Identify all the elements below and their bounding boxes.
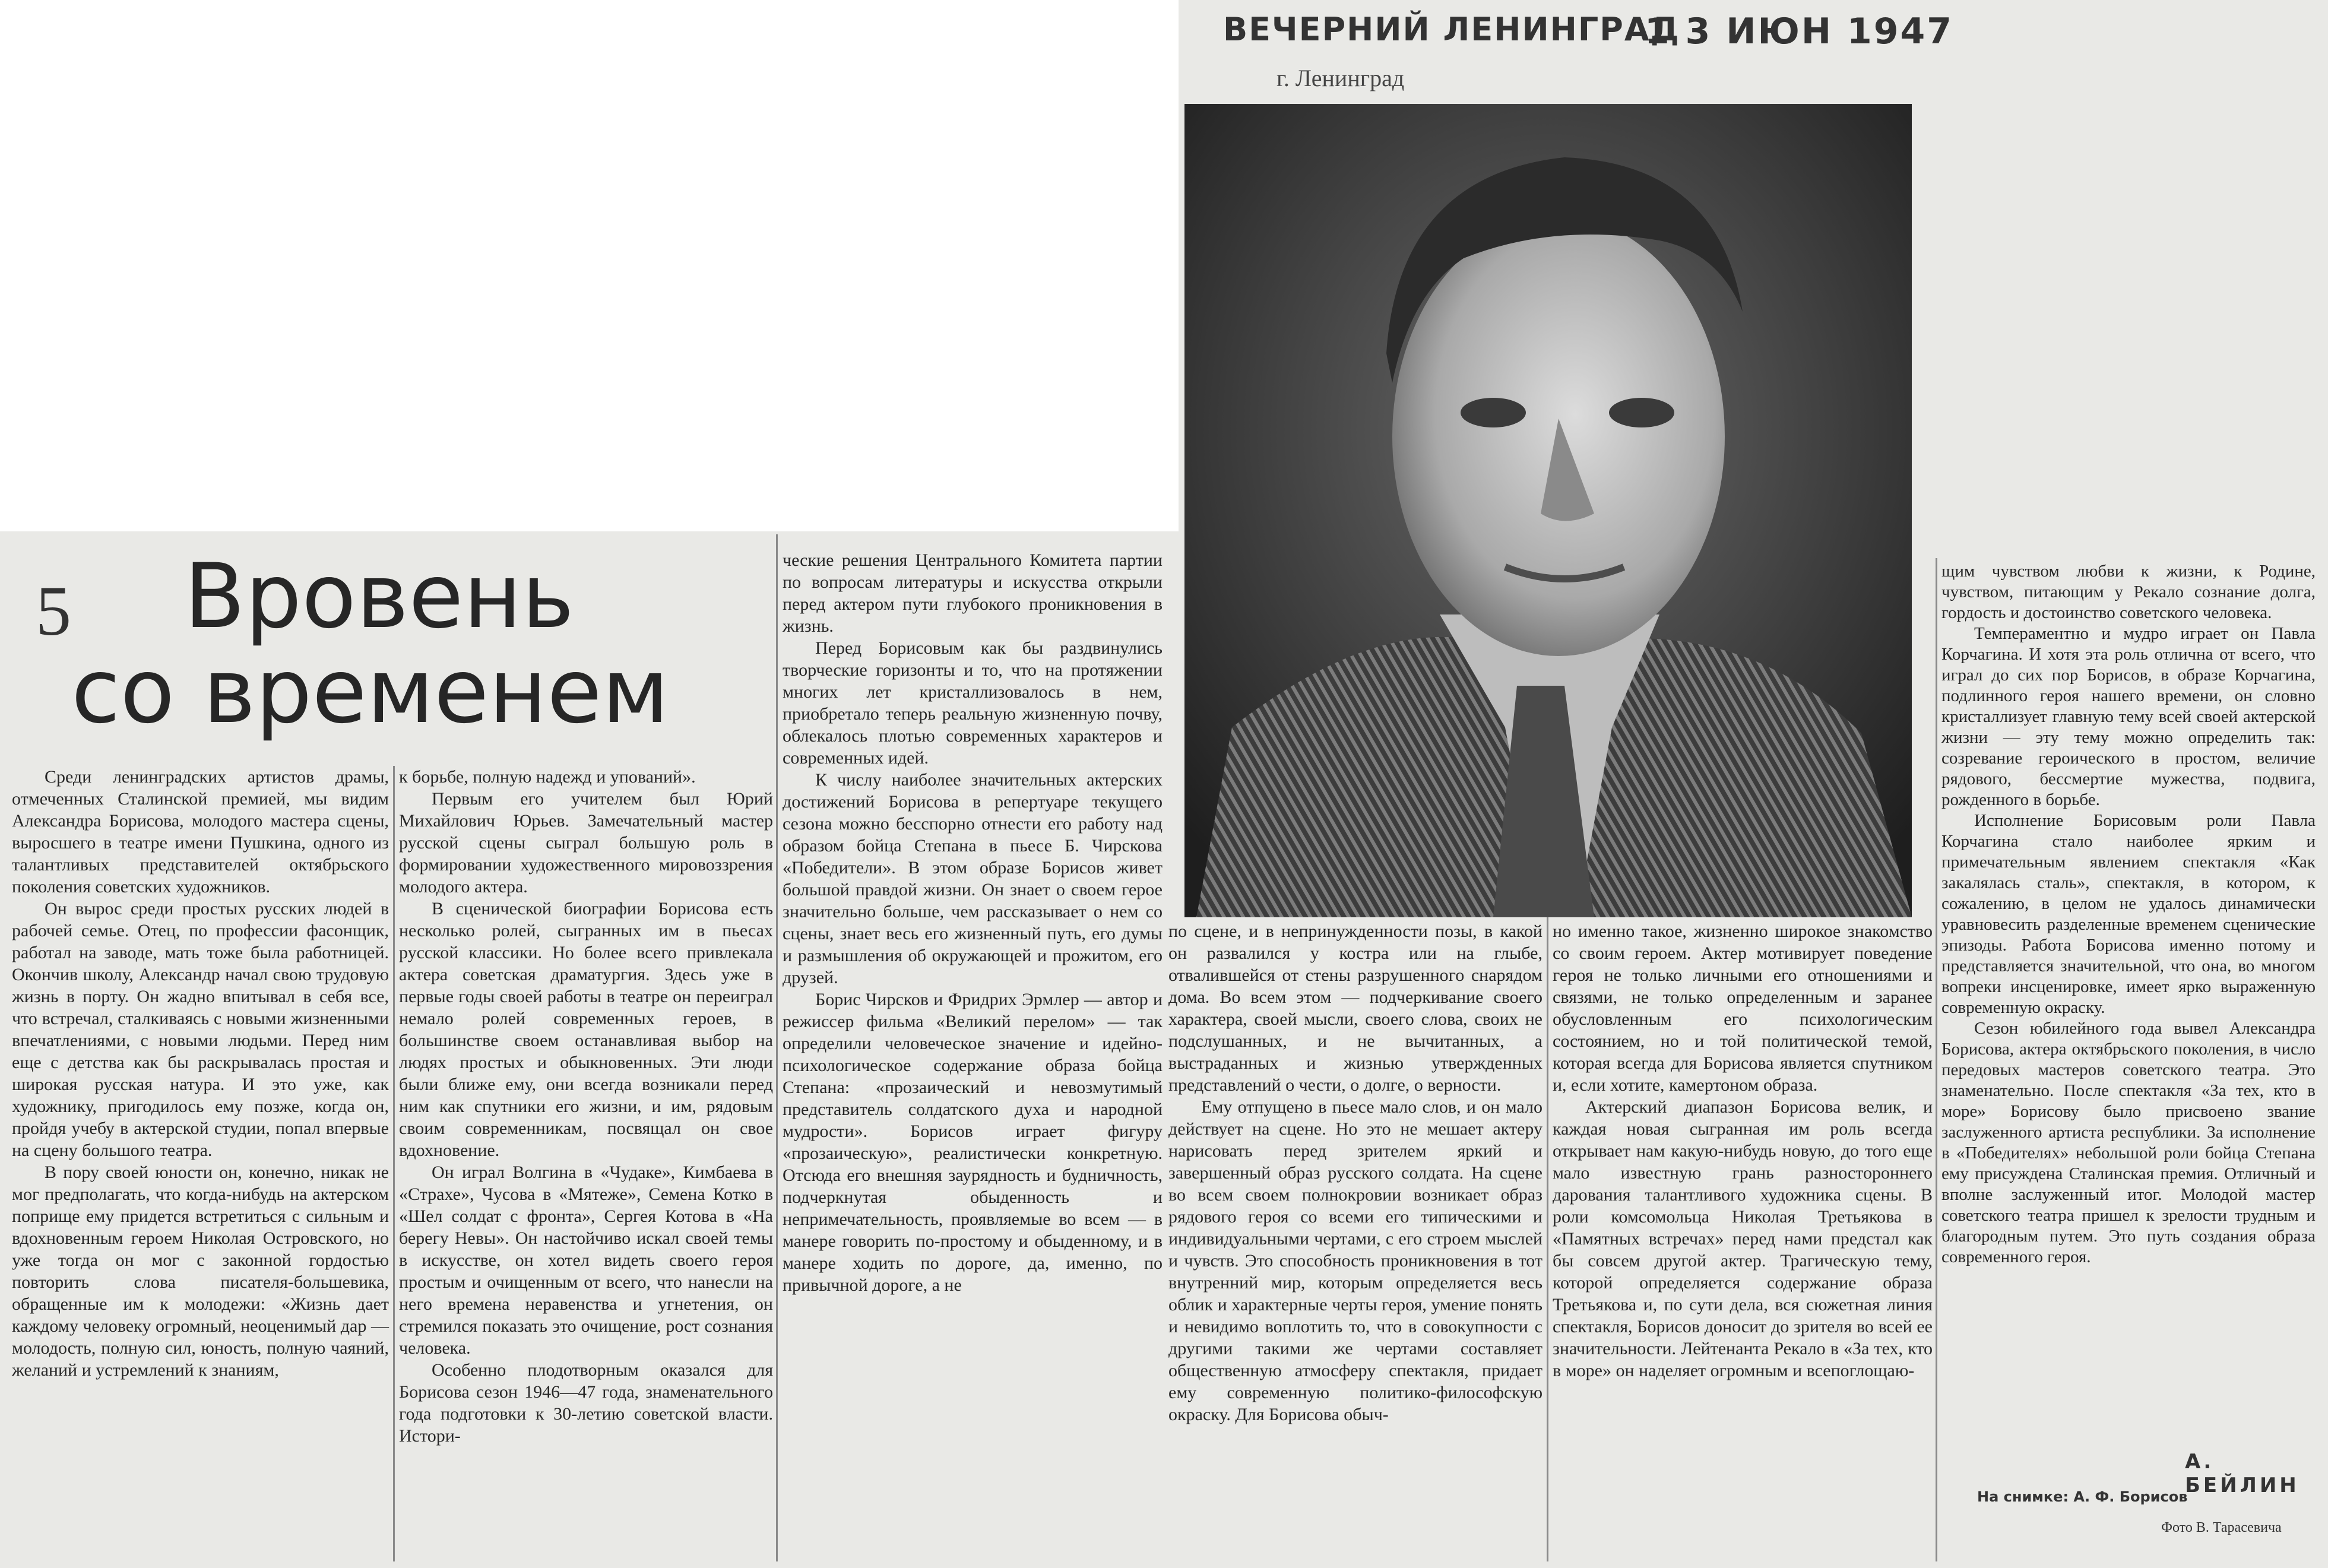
paragraph: К числу наиболее значительных актерских достижений Борисова в репертуаре текущего сезона можно бесспорно отнести его работу над образом бойца Степана в пьесе Б. Чирскова «Победители». В этом образе Борисов живет большой правдой жизни. Он знает о своем герое значительно больше, чем рассказывает о нем со сцены, знает весь его жизненный путь, его думы и размышления об окружающей и прожитом, его друзей. xyxy=(783,770,1163,987)
article-title-line-2: со временем xyxy=(71,640,669,743)
article-column-2 xyxy=(399,766,773,1447)
article-column-1 xyxy=(12,766,389,1381)
paragraph: В пору своей юности он, конечно, никак не мог предполагать, что когда-нибудь на актерском поприще ему придется встретиться с сильным и вдохновенным героем Николая Островского, но уже тогда он мог с законной гордостью повторить слова писателя-большевика, обращенные им к молодежи: «Жизнь дает каждому человеку огромный, неоценимый дар — молодость, полную сил, юность, полную чаяний, желаний и устремлений к знаниям, xyxy=(12,1162,389,1380)
paragraph: к борьбе, полную надежд и упований». xyxy=(399,767,696,787)
paragraph: Ему отпущено в пьесе мало слов, и он мало действует на сцене. Но это не мешает актеру нарисовать перед зрителем яркий и завершенный образ русского солдата. На сцене во всем своем полнокровии возникает образ рядового героя со всеми его типическими и индивидуальными чертами, с его строем мыслей и чувств. Это способность проникновения в тот внутренний мир, которым определяется весь облик и характерные черты героя, умение понять и невидимо воплотить то, что в совокупности с другими такими же чертами составляет общественную атмосферу спектакля, придает ему современную политико-философскую окраску. Для Борисова обыч- xyxy=(1168,1097,1543,1424)
column-divider xyxy=(1547,917,1548,1561)
portrait-illustration xyxy=(1184,104,1912,917)
column-divider xyxy=(776,534,778,1561)
paragraph: Первым его учителем был Юрий Михайлович Юрьев. Замечательный мастер русской сцены сыграл большую роль в формировании художественного мировоззрения молодого актера. xyxy=(399,789,773,897)
paragraph: ческие решения Центрального Комитета партии по вопросам литературы и искусства открыли перед актером пути глубокого проникновения в жизнь. xyxy=(783,550,1163,636)
section-number: 5 xyxy=(36,571,71,650)
column-divider xyxy=(1936,558,1937,1561)
article-title-line-1: Вровень xyxy=(184,545,575,648)
paragraph: В сценической биографии Борисова есть несколько ролей, сыгранных им в пьесах русской классики. Но более всего привлекала актера советская драматургия. Здесь уже в первые годы своей работы в театре он переиграл немало ролей современных героев, в большинстве своем останавливая выбор на людях простых и обыкновенных. Эти люди были ближе ему, они всегда возникали перед ним как спутники его жизни, и им, рядовым своим современникам, посвящал он свое вдохновение. xyxy=(399,899,773,1160)
paragraph: Перед Борисовым как бы раздвинулись творческие горизонты и то, что на протяжении многих лет кристаллизовалось в нем, приобретало теперь реальную жизненную почву, облекалось плотью современных характеров и современных идей. xyxy=(783,638,1163,768)
article-column-5 xyxy=(1553,920,1933,1382)
paragraph: Он вырос среди простых русских людей в рабочей семье. Отец, по профессии фасонщик, работал на заводе, мать тоже была работницей. Окончив школу, Александр начал свою трудовую жизнь в порту. Он жадно впитывал в себя все, что встречал, сталкиваясь с новыми жизненными впечатлениями, с новыми людьми. Перед ним еще с детства как бы раскрывалась простая и широкая русская натура. И это уже, как художнику, пригодилось ему позже, когда он, пройдя учебу в актерской студии, попал впервые на сцену большого театра. xyxy=(12,899,389,1160)
date-stamp: 1 3 ИЮН 1947 xyxy=(1645,11,1954,52)
paragraph: Среди ленинградских артистов драмы, отмеченных Сталинской премией, мы видим Александра Борисова, молодого мастера сцены, выросшего в театре имени Пушкина, одного из талантливых представителей октябрьского поколения советских художников. xyxy=(12,767,389,897)
photo-caption: На снимке: А. Ф. Борисов xyxy=(1977,1488,2188,1505)
author-signature: А. БЕЙЛИН xyxy=(2185,1450,2300,1497)
paragraph: Исполнение Борисовым роли Павла Корчагина стало наиболее ярким и примечательным явлением спектакля «Как закалялась сталь», спектакля, в котором, к сожалению, в целом не удалось динамически уравновесить разделенные временем сценические эпизоды. Работа Борисова именно потому и представляется значительной, что она, во многом вопреки инсценировке, имеет ярко выраженную современную окраску. xyxy=(1941,811,2316,1017)
photo-credit: Фото В. Тарасевича xyxy=(2161,1520,2282,1535)
article-column-3 xyxy=(783,549,1163,1296)
article-column-6 xyxy=(1941,561,2316,1268)
column-divider xyxy=(393,766,395,1561)
paragraph: Особенно плодотворным оказался для Борисова сезон 1946—47 года, знаменательного года подготовки к 30-летию советской власти. Истори- xyxy=(399,1360,773,1446)
paragraph: по сцене, и в непринужденности позы, в какой он развалился у костра или на глыбе, отвалившейся от стены разрушенного снарядом дома. Во всем этом — подчеркивание своего характера, своей мысли, своего слова, своих не подслушанных, и не вычитанных, а выстраданных и жизнью утвержденных представлений о чести, о долге, о верности. xyxy=(1168,921,1543,1095)
article-column-4 xyxy=(1168,920,1543,1426)
paragraph: Темпераментно и мудро играет он Павла Корчагина. И хотя эта роль отлична от всего, что играл до сих пор Борисов, в образе Корчагина, подлинного героя нашего времени, он словно кристаллизует главную тему всей своей актерской жизни — эту тему можно определить так: созревание героического в простом, величие рядового, бессмертие мужества, подвига, рожденного в борьбе. xyxy=(1941,624,2316,809)
portrait-photo xyxy=(1184,104,1912,917)
paragraph: Борис Чирсков и Фридрих Эрмлер — автор и режиссер фильма «Великий перелом» — так определили человеческое значение и идейно-психологическое содержание образа бойца Степана: «прозаический и невозмутимый представитель солдатского духа и народной мудрости». Борисов играет фигуру «прозаическую», реалистически конкретную. Отсюда его внешняя заурядность и будничность, подчеркнутая обыденность и непримечательность, проявляемые во всем — в манере говорить по-простому и обыденному, и в манере ходить по дороге, да, именно, по привычной дороге, а не xyxy=(783,990,1163,1295)
masthead-city: г. Ленинград xyxy=(1277,65,1405,91)
paragraph: Сезон юбилейного года вывел Александра Борисова, актера октябрьского поколения, в число передовых мастеров советского театра. Это знаменательно. После спектакля «За тех, кто в море» Борисову было присвоено звание заслуженного артиста республики. За исполнение в «Победителях» небольшой роли бойца Степана ему присуждена Сталинская премия. Отличный и вполне заслуженный итог. Молодой мастер советского театра пришел к зрелости трудным и благородным путем. Это путь создания образа современного героя. xyxy=(1941,1019,2316,1266)
paragraph: но именно такое, жизненно широкое знакомство со своим героем. Актер мотивирует поведение героя не только личными его отношениями и связями, не только определенным и заранее обусловленным его психологическим состоянием, но и той политической темой, которая всегда для Борисова является спутником и, если хотите, камертоном образа. xyxy=(1553,921,1933,1095)
paragraph: Он играл Волгина в «Чудаке», Кимбаева в «Страхе», Чусова в «Мятеже», Семена Котко в «Шел солдат с фронта», Сергея Котова в «На берегу Невы». Он настойчиво искал своей темы в искусстве, он хотел видеть своего героя простым и очищенным от всего, что нанесли на него времена неравенства и угнетения, он стремился показать это очищение, рост сознания человека. xyxy=(399,1162,773,1358)
article-title xyxy=(71,545,760,743)
masthead-paper-name: ВЕЧЕРНИЙ ЛЕНИНГРАД xyxy=(1223,11,1680,48)
paragraph: Актерский диапазон Борисова велик, и каждая новая сыгранная им роль всегда открывает нам какую-нибудь новую, до того еще мало известную грань разностороннего дарования талантливого художника сцены. В роли комсомольца Николая Третьякова в «Памятных встречах» перед нами предстал как бы совсем другой актер. Трагическую тему, которой определяется содержание образа Третьякова и, по сути дела, вся сюжетная линия спектакля, Борисов доносит до зрителя во всей ее значительности. Лейтенанта Рекало в «За тех, кто в море» он наделяет огромным и всепоглощаю- xyxy=(1553,1097,1933,1380)
paragraph: щим чувством любви к жизни, к Родине, чувством, питающим у Рекало сознание долга, гордость и достоинство советского человека. xyxy=(1941,562,2316,622)
